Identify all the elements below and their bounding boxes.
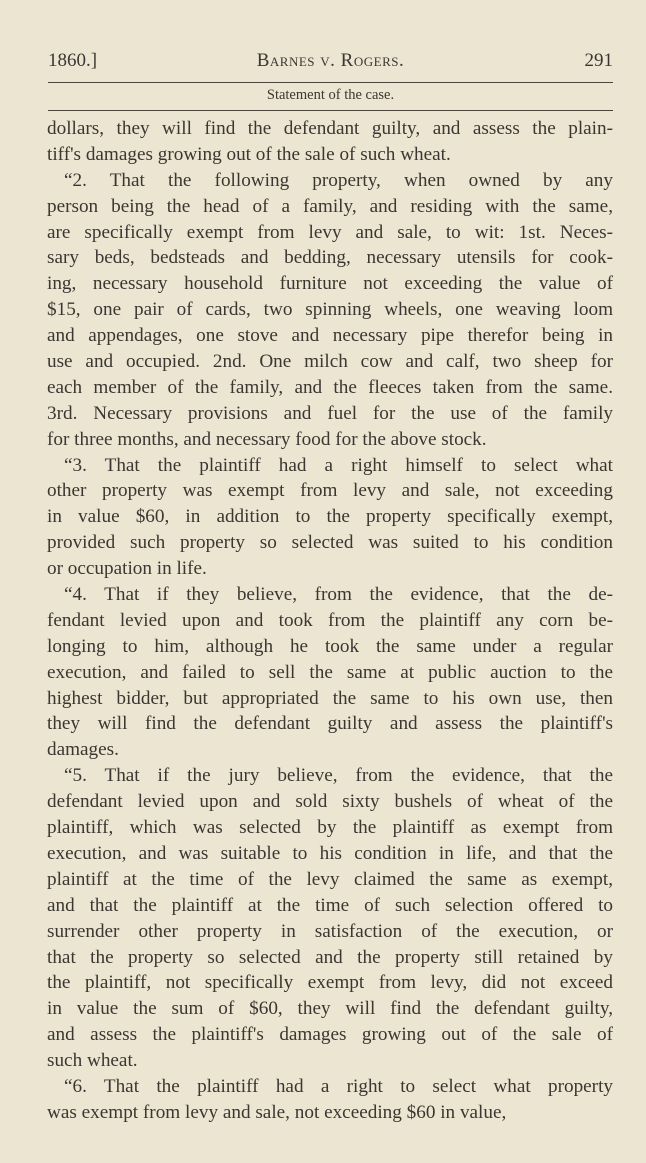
text-line: plaintiff, which was selected by the plaintiff as exempt from — [47, 817, 613, 839]
text-line: “2. That the following property, when owned by any — [64, 169, 613, 191]
page-number: 291 — [584, 50, 613, 71]
header-case-title: Barnes v. Rogers. — [256, 50, 405, 71]
running-header — [48, 50, 613, 78]
text-line: person being the head of a family, and residing with the same, — [47, 195, 613, 217]
text-line: are specifically exempt from levy and sale, to wit: 1st. Neces- — [47, 221, 613, 243]
text-line: execution, and was suitable to his condition in life, and that the — [47, 842, 613, 864]
text-line: or occupation in life. — [47, 558, 207, 580]
text-line: surrender other property in satisfaction of the execution, or — [47, 920, 613, 942]
text-line: was exempt from levy and sale, not exceeding $60 in value, — [47, 1101, 507, 1123]
text-line: in value $60, in addition to the property specifically exempt, — [47, 506, 613, 528]
text-line: in value the sum of $60, they will find the defendant guilty, — [47, 998, 613, 1020]
text-line: dollars, they will find the defendant guilty, and assess the plain- — [47, 118, 613, 139]
text-line: that the property so selected and the property still retained by — [47, 946, 613, 968]
page-body-text — [47, 116, 613, 1126]
text-line: and appendages, one stove and necessary pipe therefor being in — [47, 325, 613, 347]
text-line: each member of the family, and the fleeces taken from the same. — [47, 376, 613, 398]
text-line: $15, one pair of cards, two spinning wheels, one weaving loom — [47, 299, 613, 321]
text-line: ing, necessary household furniture not exceeding the value of — [47, 273, 613, 295]
text-line: and assess the plaintiff's damages growing out of the sale of — [47, 1024, 613, 1046]
header-rule — [48, 82, 613, 83]
text-line: fendant levied upon and took from the plaintiff any corn be- — [47, 609, 613, 631]
text-line: tiff's damages growing out of the sale of such wheat. — [47, 143, 451, 165]
text-line: “5. That if the jury believe, from the evidence, that the — [64, 765, 613, 787]
text-line: such wheat. — [47, 1050, 138, 1072]
text-line: the plaintiff, not specifically exempt from levy, did not exceed — [47, 972, 613, 994]
section-subheader: Statement of the case. — [266, 87, 395, 103]
text-line: plaintiff at the time of the levy claimed the same as exempt, — [47, 868, 613, 890]
text-line: longing to him, although he took the same under a regular — [47, 635, 613, 657]
text-line: highest bidder, but appropriated the same to his own use, then — [47, 687, 613, 709]
header-year: 1860.] — [48, 50, 98, 71]
subheader-rule — [48, 110, 613, 111]
text-line: damages. — [47, 739, 119, 761]
text-line: they will find the defendant guilty and assess the plaintiff's — [47, 713, 613, 735]
text-line: sary beds, bedsteads and bedding, necessary utensils for cook- — [47, 247, 613, 269]
text-line: “4. That if they believe, from the evidence, that the de- — [64, 584, 613, 606]
text-line: “6. That the plaintiff had a right to select what property — [64, 1075, 613, 1097]
text-line: and that the plaintiff at the time of such selection offered to — [47, 894, 613, 916]
text-line: execution, and failed to sell the same at public auction to the — [47, 661, 613, 683]
text-line: use and occupied. 2nd. One milch cow and calf, two sheep for — [47, 351, 613, 373]
text-line: 3rd. Necessary provisions and fuel for the use of the family — [47, 402, 613, 424]
text-line: for three months, and necessary food for the above stock. — [47, 428, 487, 450]
text-line: “3. That the plaintiff had a right himself to select what — [64, 454, 613, 476]
text-line: defendant levied upon and sold sixty bushels of wheat of the — [47, 791, 613, 813]
text-line: other property was exempt from levy and sale, not exceeding — [47, 480, 613, 502]
text-line: provided such property so selected was suited to his condition — [47, 532, 613, 554]
